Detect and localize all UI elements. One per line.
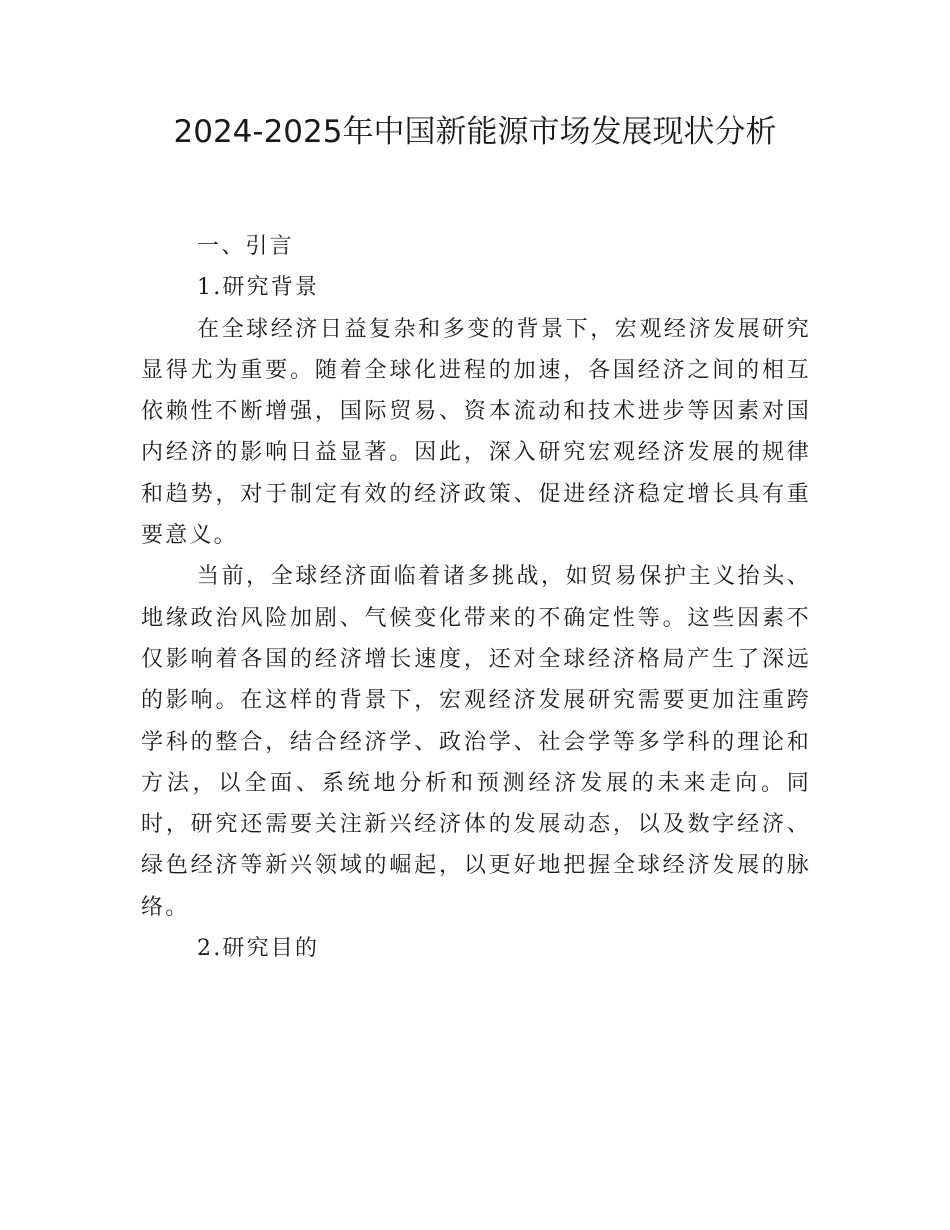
paragraph-background-1: 在全球经济日益复杂和多变的背景下，宏观经济发展研究显得尤为重要。随着全球化进程的加速，各国经济之间的相互依赖性不断增强，国际贸易、资本流动和技术进步等因素对国内经济的影响日益显著。因此，深入研究宏观经济发展的规律和趋势，对于制定有效的经济政策、促进经济稳定增长具有重要意义。 bbox=[141, 316, 811, 549]
document-body bbox=[141, 226, 811, 969]
subsection-heading-research-background: 1.研究背景 bbox=[197, 275, 320, 301]
section-heading-introduction: 一、引言 bbox=[197, 234, 294, 259]
document-title: 2024-2025年中国新能源市场发展现状分析 bbox=[173, 114, 777, 150]
paragraph-background-2: 当前，全球经济面临着诸多挑战，如贸易保护主义抬头、地缘政治风险加剧、气候变化带来的不确定性等。这些因素不仅影响着各国的经济增长速度，还对全球经济格局产生了深远的影响。在这样的背景下，宏观经济发展研究需要更加注重跨学科的整合，结合经济学、政治学、社会学等多学科的理论和方法，以全面、系统地分析和预测经济发展的未来走向。同时，研究还需要关注新兴经济体的发展动态，以及数字经济、绿色经济等新兴领域的崛起，以更好地把握全球经济发展的脉络。 bbox=[141, 564, 811, 920]
subsection-heading-research-purpose: 2.研究目的 bbox=[197, 936, 320, 962]
